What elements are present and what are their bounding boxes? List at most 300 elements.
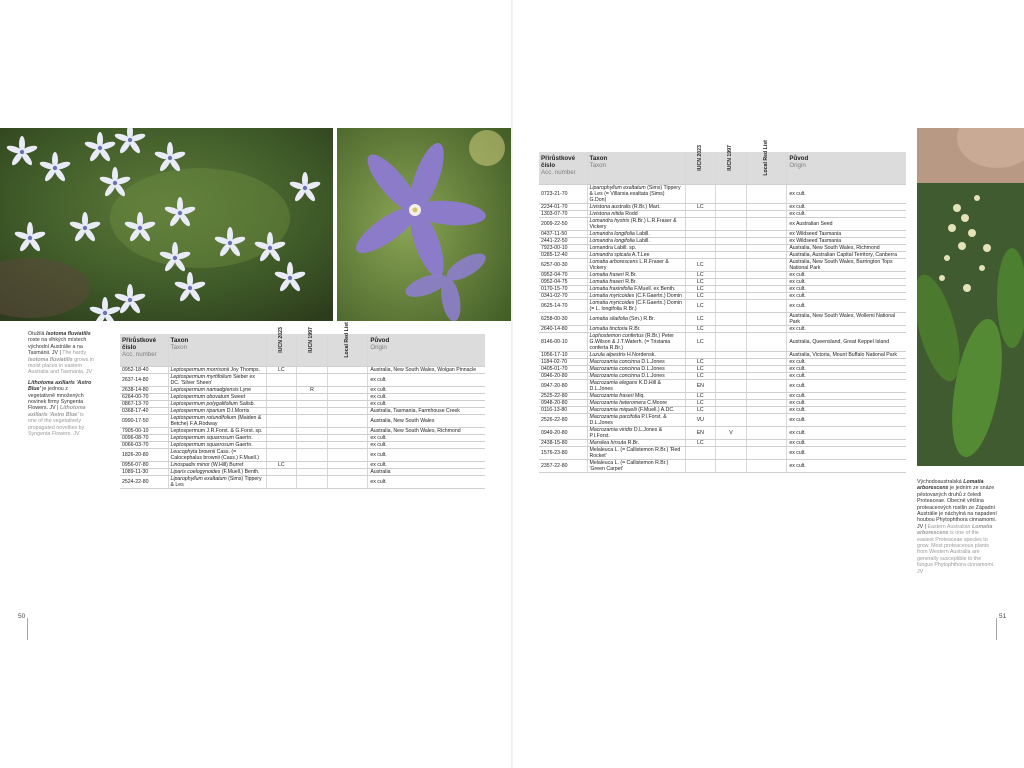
origin-cell: ex cult. xyxy=(787,459,906,472)
iucn-2023-cell xyxy=(266,373,297,386)
taxon-cell: Macrozamia heteromera C.Moore xyxy=(587,399,685,406)
origin-cell: Australia, Victoria, Mount Buffalo National Park xyxy=(787,351,906,358)
table-row xyxy=(539,439,906,446)
table-row xyxy=(120,373,485,386)
local-red-list-cell xyxy=(746,271,786,278)
iucn-2023-cell: LC xyxy=(266,366,297,373)
taxon-cell: Lomatia silaifolia (Sm.) R.Br. xyxy=(587,312,685,325)
local-red-list-cell xyxy=(746,379,786,392)
iucn-2023-cell: LC xyxy=(685,365,716,372)
iucn-2023-cell: VU xyxy=(685,413,716,426)
local-red-list-cell xyxy=(746,439,786,446)
taxon-cell: Leptospermum riparium D.I.Morris xyxy=(168,407,266,414)
iucn-2023-cell: LC xyxy=(685,406,716,413)
table-row xyxy=(120,434,485,441)
photo-lithotoma-axillaris xyxy=(337,128,511,321)
origin-cell: ex cult. xyxy=(368,441,485,448)
origin-cell: ex cult. xyxy=(787,184,906,203)
acc-number-cell: 0956-07-80 xyxy=(120,461,168,468)
origin-cell: ex cult. xyxy=(368,461,485,468)
table-row xyxy=(539,332,906,351)
local-red-list-cell xyxy=(327,386,367,393)
taxon-cell: Macrozamia fraseri Miq. xyxy=(587,392,685,399)
header-iucn-1997: IUCN 1997 xyxy=(297,334,328,366)
iucn-2023-cell: LC xyxy=(685,271,716,278)
iucn-1997-cell xyxy=(716,406,747,413)
taxon-cell: Liparophyllum exaltatum (Sims) Tippery & Les (= Villarsia exaltata (Sims) G.Don) xyxy=(587,184,685,203)
iucn-1997-cell xyxy=(297,414,328,427)
taxon-cell: Leptospermum myrtifolium Sieber ex DC. 'Silver Sheen' xyxy=(168,373,266,386)
acc-number-cell: 2637-14-80 xyxy=(120,373,168,386)
acc-number-cell: 1056-17-10 xyxy=(539,351,587,358)
iucn-2023-cell: LC xyxy=(685,299,716,312)
acc-number-cell: 1303-07-70 xyxy=(539,210,587,217)
local-red-list-cell xyxy=(746,406,786,413)
origin-cell: ex cult. xyxy=(787,292,906,299)
iucn-1997-cell xyxy=(297,434,328,441)
table-row xyxy=(539,413,906,426)
local-red-list-cell xyxy=(746,184,786,203)
table-row xyxy=(539,406,906,413)
table-row xyxy=(120,407,485,414)
iucn-1997-cell xyxy=(716,325,747,332)
origin-cell: Australia, Australian Capital Territory, Canberra xyxy=(787,251,906,258)
iucn-1997-cell xyxy=(716,271,747,278)
local-red-list-cell xyxy=(746,258,786,271)
origin-cell: ex cult. xyxy=(787,413,906,426)
acc-number-cell: 8146-00-10 xyxy=(539,332,587,351)
origin-cell: ex cult. xyxy=(787,446,906,459)
taxon-name: Lomandra longifolia xyxy=(589,237,635,244)
iucn-1997-cell xyxy=(297,461,328,468)
iucn-1997-cell xyxy=(297,400,328,407)
acc-number-cell: 1089-11-30 xyxy=(120,468,168,475)
iucn-2023-cell xyxy=(685,459,716,472)
iucn-1997-cell xyxy=(297,393,328,400)
taxon-name: Liparophyllum exaltatum xyxy=(170,475,227,482)
table-header xyxy=(120,322,485,366)
taxon-cell: Lomandra Labill. sp. xyxy=(587,244,685,251)
iucn-1997-cell xyxy=(297,427,328,434)
local-red-list-cell xyxy=(327,407,367,414)
iucn-1997-cell xyxy=(716,392,747,399)
acc-number-cell: 2441-22-50 xyxy=(539,237,587,244)
acc-number-cell: 0066-03-70 xyxy=(120,441,168,448)
local-red-list-cell xyxy=(327,468,367,475)
taxon-cell: Leptospermum squarrosum Gaertn. xyxy=(168,441,266,448)
table-row xyxy=(120,427,485,434)
acc-number-cell: 0867-13-70 xyxy=(120,400,168,407)
taxon-name: Lomandra spicata xyxy=(589,251,631,258)
taxon-cell: Lomatia myricoides (C.F.Gaertn.) Domin (= L. longifolia R.Br.) xyxy=(587,299,685,312)
local-red-list-cell xyxy=(746,230,786,237)
local-red-list-cell xyxy=(327,461,367,468)
origin-cell: ex Wildseed Tasmania xyxy=(787,230,906,237)
page-number-rule-right xyxy=(996,618,997,640)
origin-cell: ex cult. xyxy=(787,271,906,278)
origin-cell: ex Australian Seed xyxy=(787,217,906,230)
iucn-1997-cell xyxy=(716,299,747,312)
iucn-2023-cell: LC xyxy=(685,325,716,332)
iucn-1997-cell xyxy=(716,184,747,203)
taxon-cell: Macrozamia elegans K.D.Hill & D.L.Jones xyxy=(587,379,685,392)
iucn-1997-cell xyxy=(716,251,747,258)
taxon-name: Lomatia silaifolia xyxy=(589,315,628,322)
iucn-2023-cell xyxy=(685,251,716,258)
acc-number-cell: 6257-00-30 xyxy=(539,258,587,271)
acc-number-cell: 2009-22-50 xyxy=(539,217,587,230)
table-row xyxy=(539,217,906,230)
origin-cell: ex cult. xyxy=(787,299,906,312)
origin-cell: ex cult. xyxy=(787,399,906,406)
taxon-cell: Lomatia fraseri R.Br. xyxy=(587,271,685,278)
taxon-cell: Lomatia fraxinifolia F.Muell. ex Benth. xyxy=(587,285,685,292)
acc-number-cell: 0990-17-50 xyxy=(120,414,168,427)
iucn-2023-cell xyxy=(685,351,716,358)
header-taxon: Taxon Taxon xyxy=(168,334,266,366)
origin-cell: ex cult. xyxy=(787,365,906,372)
table-row xyxy=(539,358,906,365)
taxon-cell: Linospadix minor (W.Hill) Burret xyxy=(168,461,266,468)
iucn-2023-cell: LC xyxy=(685,439,716,446)
origin-cell: ex cult. xyxy=(787,379,906,392)
iucn-2023-cell xyxy=(266,386,297,393)
taxon-cell: Lomandra longifolia Labill. xyxy=(587,237,685,244)
local-red-list-cell xyxy=(746,351,786,358)
table-row xyxy=(539,426,906,439)
taxon-name: Lomatia fraxinifolia xyxy=(589,285,633,292)
origin-cell: ex cult. xyxy=(368,448,485,461)
iucn-1997-cell xyxy=(716,278,747,285)
caption-left xyxy=(28,331,94,442)
iucn-2023-cell xyxy=(266,468,297,475)
collection-table-right xyxy=(539,140,906,473)
taxon-name: Leptospermum polygalifolium xyxy=(170,400,238,407)
local-red-list-cell xyxy=(746,459,786,472)
local-red-list-cell xyxy=(746,299,786,312)
acc-number-cell: 0949-20-80 xyxy=(539,426,587,439)
local-red-list-cell xyxy=(327,441,367,448)
iucn-1997-cell xyxy=(716,244,747,251)
taxon-cell: Livistona nitida Rodd xyxy=(587,210,685,217)
acc-number-cell: 0405-01-70 xyxy=(539,365,587,372)
iucn-1997-cell xyxy=(297,475,328,488)
header-iucn-2023: IUCN 2023 xyxy=(685,152,716,184)
taxon-cell: Luzula alpestris H.Nordensk. xyxy=(587,351,685,358)
acc-number-cell: 6264-00-70 xyxy=(120,393,168,400)
taxon-name: Lomandra hystrix xyxy=(589,217,630,224)
acc-number-cell: 0625-14-70 xyxy=(539,299,587,312)
origin-cell: ex cult. xyxy=(368,386,485,393)
table-row xyxy=(539,184,906,203)
iucn-2023-cell xyxy=(266,434,297,441)
table-body xyxy=(120,366,485,488)
taxon-name: Lomatia myricoides xyxy=(589,299,635,306)
caption-left-1: Otužilá Isotoma fluviatilis roste na vlhkých místech východní Austrálie a na Tasmánii. JV | The hardy Isotoma fluviatilis grows in moist places in eastern Australia and Tasmania. JV xyxy=(28,331,94,376)
table-row xyxy=(120,461,485,468)
table-row xyxy=(539,251,906,258)
table-row xyxy=(120,414,485,427)
header-local-red-list: Local Red List xyxy=(327,334,367,366)
origin-cell: ex cult. xyxy=(787,285,906,292)
local-red-list-cell xyxy=(746,413,786,426)
local-red-list-cell xyxy=(746,244,786,251)
taxon-cell: Lomatia fraseri R.Br. xyxy=(587,278,685,285)
taxon-cell: Melaleuca L. (= Callistemon R.Br.) 'Red Rocket' xyxy=(587,446,685,459)
taxon-name: Lomatia fraseri xyxy=(589,271,624,278)
page-number-left: 50 xyxy=(18,613,26,620)
iucn-1997-cell xyxy=(716,285,747,292)
acc-number-cell: 0947-20-80 xyxy=(539,379,587,392)
iucn-1997-cell xyxy=(297,407,328,414)
taxon-name: Macrozamia heteromera xyxy=(589,399,646,406)
table-row xyxy=(120,366,485,373)
iucn-2023-cell xyxy=(266,448,297,461)
local-red-list-cell xyxy=(746,312,786,325)
local-red-list-cell xyxy=(746,332,786,351)
local-red-list-cell xyxy=(327,373,367,386)
taxon-cell: Marsilea hirsuta R.Br. xyxy=(587,439,685,446)
acc-number-cell: 1826-20-80 xyxy=(120,448,168,461)
origin-cell: Australia, New South Wales, Wollemi National Park xyxy=(787,312,906,325)
taxon-cell: Lomatia tinctoria R.Br. xyxy=(587,325,685,332)
origin-cell: ex cult. xyxy=(787,426,906,439)
acc-number-cell: 0946-20-80 xyxy=(539,372,587,379)
photo-lomatia-arborescens xyxy=(917,128,1024,466)
iucn-1997-cell xyxy=(716,312,747,325)
local-red-list-cell xyxy=(327,427,367,434)
iucn-2023-cell xyxy=(685,217,716,230)
origin-cell: Australia, New South Wales, Wolgan Pinnacle xyxy=(368,366,485,373)
origin-cell: ex cult. xyxy=(787,325,906,332)
caption-left-2: Lithotoma axillaris 'Astro Blue' je jednou z vegetativně množených novinek firmy Syngenta Flowers. JV | Lithotoma axillaris 'Astro Blue' is one of the vegetatively propagated novelties by Syngenta Flowers. JV xyxy=(28,379,92,438)
iucn-2023-cell xyxy=(685,446,716,459)
acc-number-cell: 2234-01-70 xyxy=(539,203,587,210)
taxon-cell: Lomandra spicata A.T.Lee xyxy=(587,251,685,258)
taxon-cell: Leptospermum squarrosum Gaertn. xyxy=(168,434,266,441)
table-row xyxy=(539,292,906,299)
iucn-1997-cell xyxy=(716,210,747,217)
acc-number-cell: 0952-04-75 xyxy=(539,278,587,285)
local-red-list-cell xyxy=(327,400,367,407)
iucn-2023-cell xyxy=(685,230,716,237)
table-row xyxy=(120,448,485,461)
iucn-1997-cell xyxy=(297,441,328,448)
origin-cell: ex cult. xyxy=(368,373,485,386)
taxon-name: Leucophyta brownii xyxy=(170,448,216,455)
origin-cell: ex cult. xyxy=(368,434,485,441)
acc-number-cell: 1576-23-80 xyxy=(539,446,587,459)
taxon-name: Macrozamia viridis xyxy=(589,426,633,433)
local-red-list-cell xyxy=(746,285,786,292)
iucn-1997-cell xyxy=(716,413,747,426)
acc-number-cell: 1184-02-70 xyxy=(539,358,587,365)
iucn-2023-cell xyxy=(685,210,716,217)
local-red-list-cell xyxy=(746,392,786,399)
table-row xyxy=(539,365,906,372)
acc-number-cell: 0723-21-70 xyxy=(539,184,587,203)
taxon-cell: Livistona australis (R.Br.) Mart. xyxy=(587,203,685,210)
local-red-list-cell xyxy=(746,426,786,439)
origin-cell: ex cult. xyxy=(368,393,485,400)
table-row xyxy=(539,459,906,472)
origin-cell: ex cult. xyxy=(787,203,906,210)
taxon-cell: Lophostemon confertus (R.Br.) Peter G.Wilson & J.T.Waterh. (= Tristania conferta R.Br.) xyxy=(587,332,685,351)
table-row xyxy=(539,392,906,399)
taxon-cell: Leucophyta brownii Cass. (= Calocephalus brownii (Cass.) F.Muell.) xyxy=(168,448,266,461)
local-red-list-cell xyxy=(746,325,786,332)
taxon-name: Macrozamia parcifolia xyxy=(589,413,640,420)
table-row xyxy=(120,393,485,400)
taxon-name: Liparophyllum exaltatum xyxy=(589,184,646,191)
iucn-2023-cell: LC xyxy=(685,203,716,210)
iucn-1997-cell xyxy=(716,258,747,271)
header-acc-number: Přírůstkové číslo Acc. number xyxy=(539,152,587,184)
iucn-1997-cell: V xyxy=(716,426,747,439)
local-red-list-cell xyxy=(327,366,367,373)
iucn-1997-cell xyxy=(716,439,747,446)
origin-cell: Australia xyxy=(368,468,485,475)
iucn-1997-cell xyxy=(716,372,747,379)
header-iucn-1997: IUCN 1997 xyxy=(716,152,747,184)
iucn-1997-cell xyxy=(716,237,747,244)
local-red-list-cell xyxy=(746,399,786,406)
iucn-2023-cell: LC xyxy=(685,399,716,406)
table-row xyxy=(120,386,485,393)
local-red-list-cell xyxy=(746,217,786,230)
acc-number-cell: 0368-17-40 xyxy=(120,407,168,414)
iucn-1997-cell: R xyxy=(297,386,328,393)
taxon-name: Lophostemon confertus xyxy=(589,332,644,339)
iucn-1997-cell xyxy=(716,292,747,299)
table-row xyxy=(539,372,906,379)
taxon-cell: Leptospermum namadgiensis Lyne xyxy=(168,386,266,393)
iucn-1997-cell xyxy=(716,217,747,230)
table-row xyxy=(539,325,906,332)
origin-cell: ex cult. xyxy=(787,392,906,399)
taxon-cell: Macrozamia concinna D.L.Jones xyxy=(587,365,685,372)
iucn-1997-cell xyxy=(297,366,328,373)
taxon-name: Liparis coelogynoides xyxy=(170,468,221,475)
page-gutter xyxy=(511,0,513,768)
acc-number-cell: 2525-22-80 xyxy=(539,392,587,399)
taxon-name: Lomatia arborescens xyxy=(589,258,638,265)
taxon-cell: Lomandra hystrix (R.Br.) L.R.Fraser & Vickery xyxy=(587,217,685,230)
iucn-2023-cell: LC xyxy=(685,392,716,399)
page-number-right: 51 xyxy=(999,613,1007,620)
table-row xyxy=(539,446,906,459)
taxon-cell: Lomatia myricoides (C.F.Gaertn.) Domin xyxy=(587,292,685,299)
local-red-list-cell xyxy=(746,358,786,365)
iucn-1997-cell xyxy=(716,399,747,406)
origin-cell: Australia, New South Wales, Barrington Tops National Park xyxy=(787,258,906,271)
iucn-2023-cell xyxy=(266,414,297,427)
table-row xyxy=(120,468,485,475)
iucn-2023-cell xyxy=(266,407,297,414)
acc-number-cell: 0437-11-50 xyxy=(539,230,587,237)
taxon-name: Linospadix minor xyxy=(170,461,210,468)
taxon-name: Lomatia fraseri xyxy=(589,278,624,285)
taxon-cell: Liparophyllum exaltatum (Sims) Tippery & Les xyxy=(168,475,266,488)
header-acc-number: Přírůstkové číslo Acc. number xyxy=(120,334,168,366)
photo-isotoma-fluviatilis xyxy=(0,128,333,321)
table-row xyxy=(539,299,906,312)
header-origin: Původ Origin xyxy=(787,152,906,184)
taxon-cell: Leptospermum rotundifolium (Maiden & Betche) F.A.Rodway xyxy=(168,414,266,427)
iucn-1997-cell xyxy=(716,332,747,351)
local-red-list-cell xyxy=(746,365,786,372)
table-row xyxy=(120,441,485,448)
header-taxon: Taxon Taxon xyxy=(587,152,685,184)
taxon-cell: Leptospermum J.R.Forst. & G.Forst. sp. xyxy=(168,427,266,434)
iucn-1997-cell xyxy=(716,203,747,210)
table-row xyxy=(539,379,906,392)
acc-number-cell: 2524-22-80 xyxy=(120,475,168,488)
taxon-cell: Macrozamia concinna D.L.Jones xyxy=(587,358,685,365)
local-red-list-cell xyxy=(327,393,367,400)
taxon-cell: Leptospermum polygalifolium Salisb. xyxy=(168,400,266,407)
taxon-name: Leptospermum squarrosum xyxy=(170,441,234,448)
iucn-2023-cell xyxy=(266,475,297,488)
origin-cell: Australia, Tasmania, Farmhouse Creek xyxy=(368,407,485,414)
iucn-1997-cell xyxy=(297,373,328,386)
acc-number-cell: 0948-20-80 xyxy=(539,399,587,406)
taxon-cell: Melaleuca L. (= Callistemon R.Br.) 'Green Carpet' xyxy=(587,459,685,472)
origin-cell: ex cult. xyxy=(368,475,485,488)
iucn-2023-cell: LC xyxy=(685,358,716,365)
table-row xyxy=(539,210,906,217)
origin-cell: ex cult. xyxy=(787,210,906,217)
taxon-name: Livistona australis xyxy=(589,203,631,210)
taxon-name: Macrozamia miquelii xyxy=(589,406,637,413)
local-red-list-cell xyxy=(746,292,786,299)
taxon-name: Macrozamia concinna xyxy=(589,372,640,379)
origin-cell: Australia, New South Wales, Richmond xyxy=(787,244,906,251)
taxon-name: Leptospermum namadgiensis xyxy=(170,386,239,393)
taxon-name: Lomatia myricoides xyxy=(589,292,635,299)
iucn-1997-cell xyxy=(716,446,747,459)
table-row xyxy=(539,271,906,278)
taxon-name: Macrozamia concinna xyxy=(589,358,640,365)
iucn-2023-cell: LC xyxy=(685,312,716,325)
local-red-list-cell xyxy=(327,414,367,427)
local-red-list-cell xyxy=(746,237,786,244)
iucn-2023-cell xyxy=(266,393,297,400)
iucn-2023-cell xyxy=(685,237,716,244)
caption-right xyxy=(917,479,997,579)
taxon-cell: Macrozamia concinna D.L.Jones xyxy=(587,372,685,379)
local-red-list-cell xyxy=(746,203,786,210)
iucn-2023-cell xyxy=(685,244,716,251)
taxon-name: Marsilea hirsuta xyxy=(589,439,627,446)
taxon-name: Livistona nitida xyxy=(589,210,624,217)
taxon-name: Luzula alpestris xyxy=(589,351,626,358)
table-row xyxy=(539,285,906,292)
origin-cell: ex cult. xyxy=(787,278,906,285)
table-row xyxy=(539,244,906,251)
iucn-1997-cell xyxy=(297,448,328,461)
iucn-2023-cell: LC xyxy=(685,292,716,299)
iucn-2023-cell xyxy=(266,427,297,434)
page-number-rule-left xyxy=(27,618,28,640)
local-red-list-cell xyxy=(327,434,367,441)
iucn-2023-cell: LC xyxy=(685,258,716,271)
table-row xyxy=(539,203,906,210)
acc-number-cell: 0116-13-80 xyxy=(539,406,587,413)
taxon-cell: Lomandra longifolia Labill. xyxy=(587,230,685,237)
origin-cell: ex cult. xyxy=(368,400,485,407)
taxon-cell: Macrozamia viridis D.L.Jones & P.I.Forst. xyxy=(587,426,685,439)
